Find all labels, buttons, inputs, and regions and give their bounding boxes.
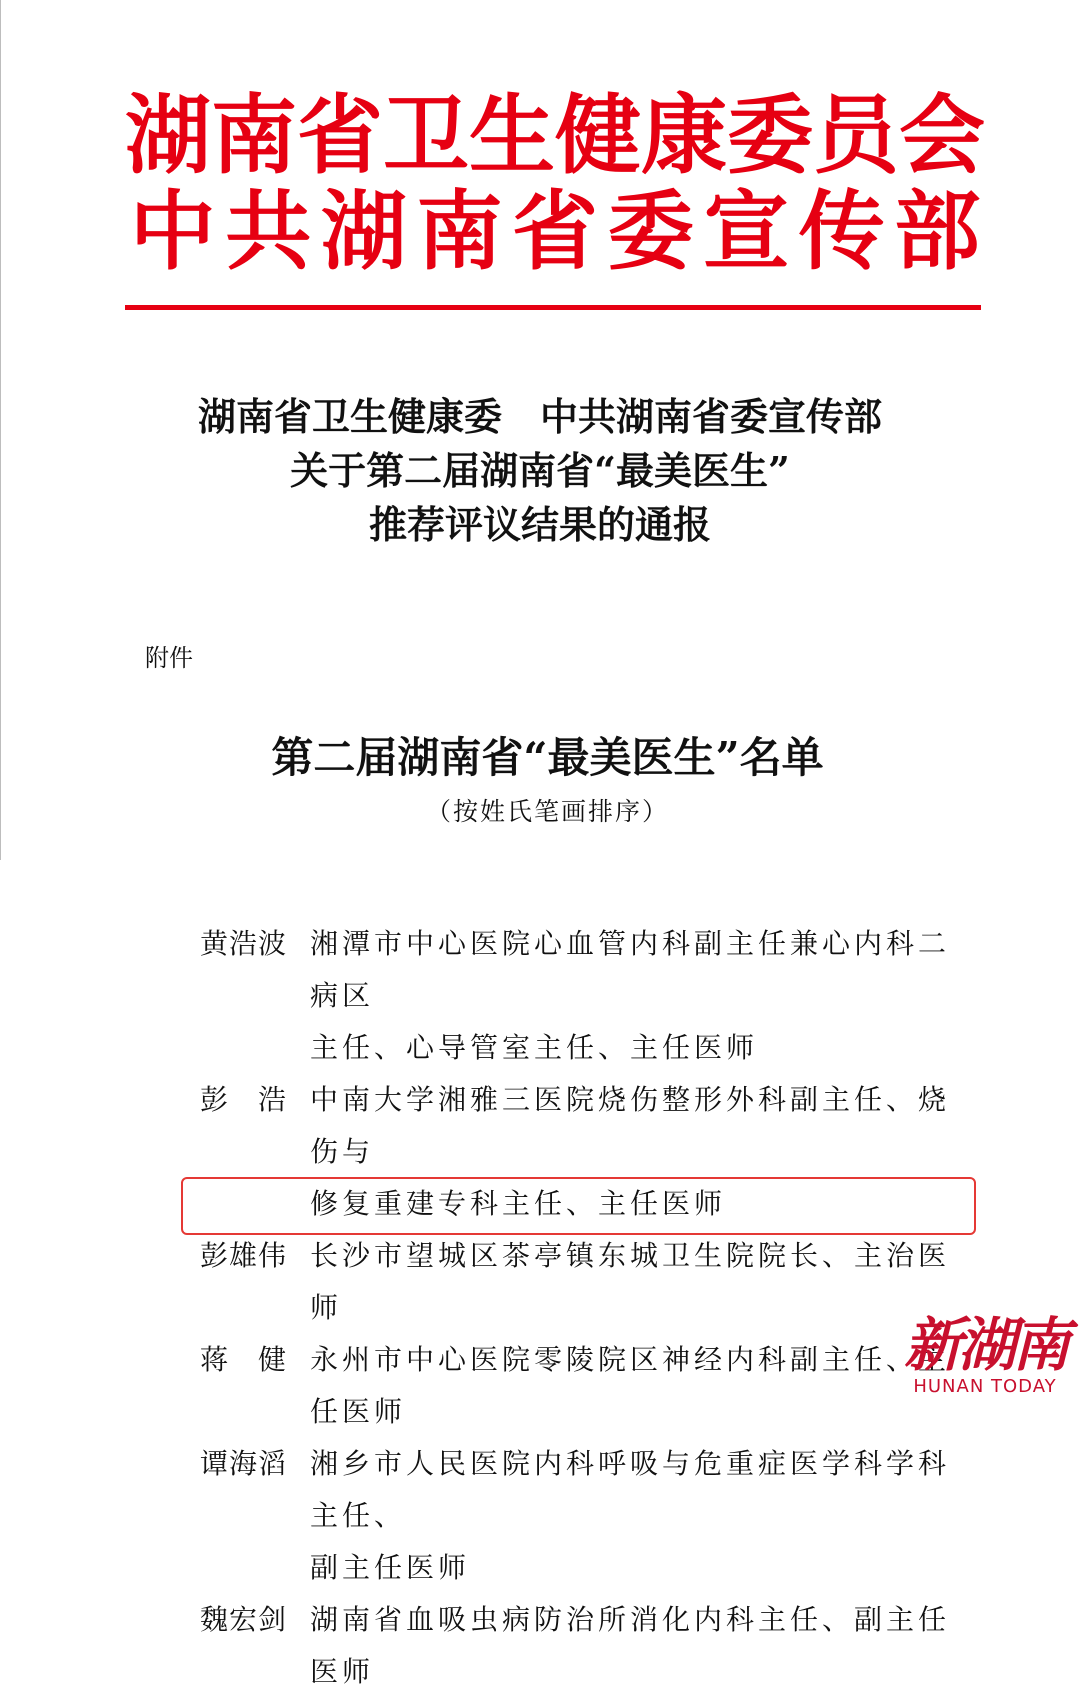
header-char: 会 [899, 86, 985, 186]
doctor-name: 蒋 健 [200, 1343, 288, 1376]
doctor-info [310, 918, 980, 1074]
header-char: 湖 [320, 182, 407, 282]
header-char: 中 [129, 182, 216, 282]
highlight-box [181, 1177, 976, 1235]
notice-title-line-2: 关于第二届湖南省“最美医生” [290, 448, 790, 493]
header-char: 康 [641, 86, 727, 186]
doctor-name: 魏宏剑 [200, 1603, 288, 1636]
doctor-info-line: 永州市中心医院零陵院区神经内科副主任、主任医师 [310, 1343, 951, 1428]
doctor-info [310, 1334, 980, 1438]
notice-title-line-3: 推荐评议结果的通报 [368, 502, 711, 547]
list-item [200, 1438, 980, 1594]
notice-title [0, 390, 1080, 552]
logo-english: HUNAN TODAY [913, 1376, 1057, 1397]
logo-mark: 新湖南 [903, 1311, 1066, 1379]
list-item [200, 1334, 980, 1438]
header-char: 省 [512, 182, 599, 282]
doctor-info-line: 湘乡市人民医院内科呼吸与危重症医学科学科主任、 [310, 1447, 951, 1532]
doctor-list [200, 918, 980, 1698]
doctor-name: 彭 浩 [200, 1083, 288, 1116]
watermark-logo [895, 1310, 1075, 1397]
notice-title-line-1: 湖南省卫生健康委 中共湖南省委宣传部 [197, 394, 882, 439]
list-item [200, 1230, 980, 1334]
header-char: 南 [416, 182, 503, 282]
header-char: 南 [211, 86, 297, 186]
header-char: 员 [813, 86, 899, 186]
doctor-name: 谭海滔 [200, 1447, 288, 1480]
doctor-info-line: 湘潭市中心医院心血管内科副主任兼心内科二病区 [310, 927, 951, 1012]
list-item [200, 918, 980, 1074]
doctor-name: 黄浩波 [200, 927, 288, 960]
doctor-info [310, 1438, 980, 1594]
doctor-info-line: 修复重建专科主任、主任医师 [310, 1187, 727, 1220]
header-char: 委 [607, 182, 694, 282]
document-header [125, 88, 985, 280]
doctor-name: 彭雄伟 [200, 1239, 288, 1272]
attachment-label: 附件 [145, 644, 193, 672]
header-line-2 [125, 184, 985, 280]
doctor-info-line: 中南大学湘雅三医院烧伤整形外科副主任、烧伤与 [310, 1083, 951, 1168]
header-char: 部 [894, 182, 981, 282]
doctor-info-line: 副主任医师 [310, 1551, 471, 1584]
list-title: 第二届湖南省“最美医生”名单 [271, 733, 824, 782]
doctor-info-line: 主任、心导管室主任、主任医师 [310, 1031, 759, 1064]
header-char: 省 [297, 86, 383, 186]
doctor-info [310, 1594, 980, 1698]
header-char: 卫 [383, 86, 469, 186]
list-subtitle: （按姓氏笔画排序） [425, 797, 669, 826]
header-line-1 [125, 88, 985, 184]
header-char: 健 [555, 86, 641, 186]
header-char: 委 [727, 86, 813, 186]
header-char: 湖 [125, 86, 211, 186]
list-item [200, 1594, 980, 1698]
header-char: 宣 [703, 182, 790, 282]
header-char: 共 [225, 182, 312, 282]
doctor-info-line: 湖南省血吸虫病防治所消化内科主任、副主任医师 [310, 1603, 951, 1688]
doctor-info-line: 长沙市望城区茶亭镇东城卫生院院长、主治医师 [310, 1239, 951, 1324]
doctor-info [310, 1230, 980, 1334]
header-red-rule [125, 305, 981, 310]
header-char: 传 [798, 182, 885, 282]
header-char: 生 [469, 86, 555, 186]
